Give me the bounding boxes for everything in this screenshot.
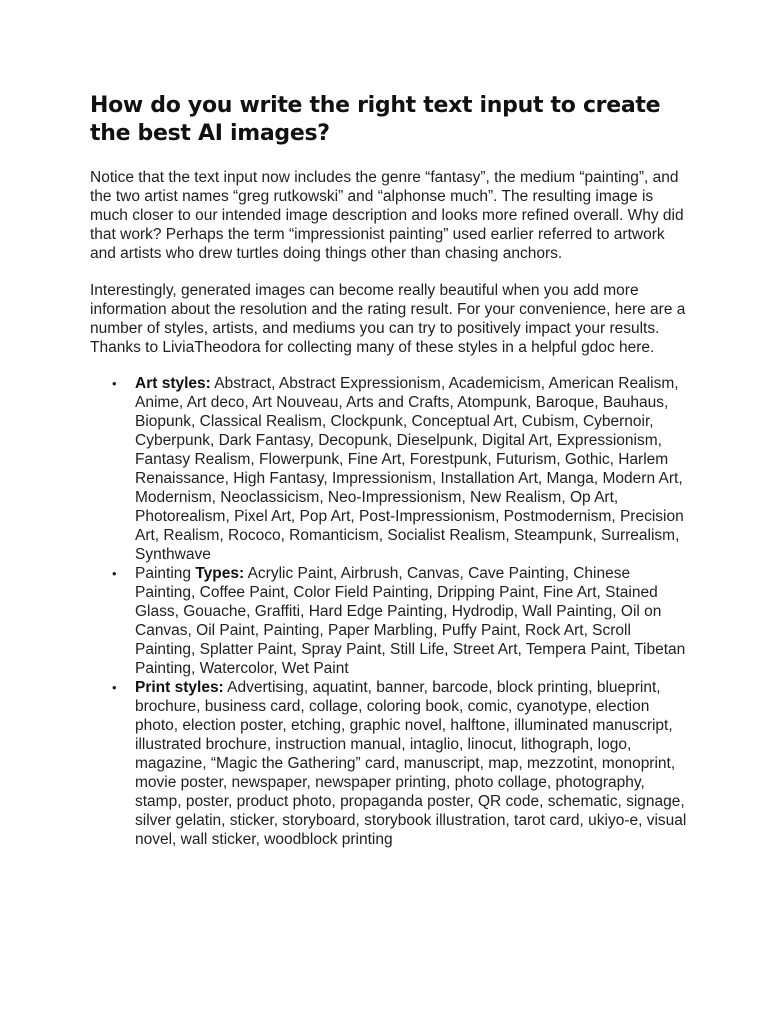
styles-intro-paragraph: Interestingly, generated images can become really beautiful when you add more information about the resolution and the rating result. For your convenience, here are a number of styles, artists, and mediums you can try to positively impact your results. Thanks to LiviaTheodora for collecting many of these styles in a helpful gdoc here. xyxy=(90,282,686,356)
bullet-icon: • xyxy=(112,376,117,391)
list-item-art-styles xyxy=(90,374,690,564)
list-item-painting-types xyxy=(90,564,690,678)
bullet-icon: • xyxy=(112,566,117,581)
art-styles-text: Abstract, Abstract Expressionism, Academicism, American Realism, Anime, Art deco, Art Nouveau, Arts and Crafts, Atompunk, Baroque, Bauhaus, Biopunk, Classical Realism, Clockpunk, Conceptual Art, Cubism, Cybernoir, Cyberpunk, Dark Fantasy, Decopunk, Dieselpunk, Digital Art, Expressionism, Fantasy Realism, Flowerpunk, Fine Art, Forestpunk, Futurism, Gothic, Harlem Renaissance, High Fantasy, Impressionism, Installation Art, Manga, Modern Art, Modernism, Neoclassicism, Neo-Impressionism, New Realism, Op Art, Photorealism, Pixel Art, Pop Art, Post-Impressionism, Postmodernism, Precision Art, Realism, Rococo, Romanticism, Socialist Realism, Steampunk, Surrealism, Synthwave xyxy=(135,375,684,563)
styles-list xyxy=(90,374,690,849)
painting-types-prefix: Painting xyxy=(135,565,196,582)
print-styles-text: Advertising, aquatint, banner, barcode, block printing, blueprint, brochure, business card, collage, coloring book, comic, cyanotype, election photo, election poster, etching, graphic novel, halftone, illuminated manuscript, illustrated brochure, instruction manual, intaglio, linocut, lithograph, logo, magazine, “Magic the Gathering” card, manuscript, map, mezzotint, monoprint, movie poster, newspaper, newspaper printing, photo collage, photography, stamp, poster, product photo, propaganda poster, QR code, schematic, signage, silver gelatin, sticker, storyboard, storybook illustration, tarot card, ukiyo-e, visual novel, wall sticker, woodblock printing xyxy=(135,679,687,848)
art-styles-label: Art styles: xyxy=(135,375,211,392)
print-styles-label: Print styles: xyxy=(135,679,224,696)
intro-paragraph: Notice that the text input now includes the genre “fantasy”, the medium “painting”, and the two artist names “greg rutkowski” and “alphonse much”. The resulting image is much closer to our intended image description and looks more refined overall. Why did that work? Perhaps the term “impressionist painting” used earlier referred to artwork and artists who drew turtles doing things other than chasing anchors. xyxy=(90,169,684,262)
bullet-icon: • xyxy=(112,680,117,695)
list-item-print-styles xyxy=(90,678,690,849)
painting-types-label: Types: xyxy=(195,565,245,582)
page-title: How do you write the right text input to create the best AI images? xyxy=(90,93,661,146)
document-page xyxy=(90,92,690,849)
painting-types-text: Acrylic Paint, Airbrush, Canvas, Cave Painting, Chinese Painting, Coffee Paint, Color Field Painting, Dripping Paint, Fine Art, Stained Glass, Gouache, Graffiti, Hard Edge Painting, Hydrodip, Wall Painting, Oil on Canvas, Oil Paint, Painting, Paper Marbling, Puffy Paint, Rock Art, Scroll Painting, Splatter Paint, Spray Paint, Still Life, Street Art, Tempera Paint, Tibetan Painting, Watercolor, Wet Paint xyxy=(135,565,686,677)
